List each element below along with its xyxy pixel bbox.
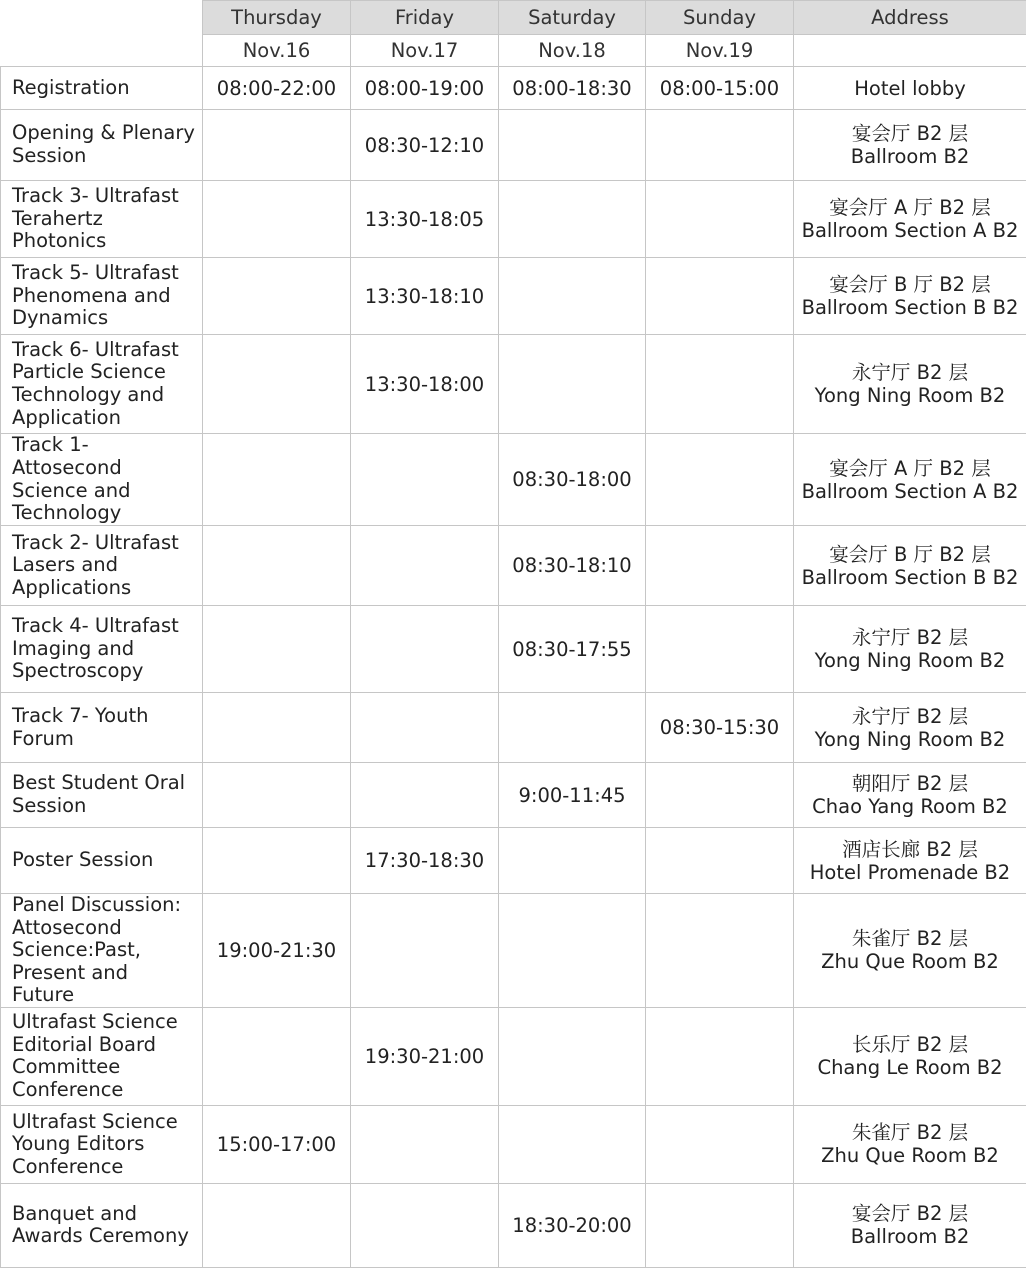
session-time-friday: 08:30-12:10 — [351, 110, 499, 181]
session-address — [794, 181, 1026, 258]
schedule-row-bestoral — [1, 763, 1026, 828]
address-english: Ballroom B2 — [794, 145, 1026, 168]
session-time-saturday — [499, 110, 646, 181]
session-address — [794, 335, 1026, 434]
address-chinese: 宴会厅 B 厅 B2 层 — [794, 543, 1026, 566]
schedule-row-track7 — [1, 693, 1026, 763]
session-time-saturday — [499, 181, 646, 258]
address-chinese: 永宁厅 B2 层 — [794, 361, 1026, 384]
session-address — [794, 110, 1026, 181]
address-chinese: 宴会厅 B2 层 — [794, 1202, 1026, 1225]
address-english: Hotel Promenade B2 — [794, 861, 1026, 884]
address-chinese: 宴会厅 A 厅 B2 层 — [794, 457, 1026, 480]
session-name: Track 6- Ultrafast Particle Science Technology and Application — [1, 335, 203, 434]
session-time-saturday: 08:30-18:10 — [499, 526, 646, 606]
header-address: Address — [794, 1, 1026, 35]
session-time-friday: 17:30-18:30 — [351, 828, 499, 894]
address-chinese: 宴会厅 A 厅 B2 层 — [794, 196, 1026, 219]
schedule-row-track1 — [1, 434, 1026, 526]
schedule-row-banquet — [1, 1183, 1026, 1267]
session-time-thursday — [203, 434, 351, 526]
session-time-sunday — [646, 258, 794, 335]
session-time-sunday — [646, 606, 794, 693]
address-chinese: 朱雀厅 B2 层 — [794, 1121, 1026, 1144]
session-time-saturday: 08:30-18:00 — [499, 434, 646, 526]
session-time-friday: 13:30-18:05 — [351, 181, 499, 258]
session-time-thursday — [203, 526, 351, 606]
schedule-row-track5 — [1, 258, 1026, 335]
session-address — [794, 258, 1026, 335]
address-chinese: 永宁厅 B2 层 — [794, 705, 1026, 728]
session-name: Banquet and Awards Ceremony — [1, 1183, 203, 1267]
session-time-friday: 08:00-19:00 — [351, 67, 499, 110]
session-time-sunday — [646, 1105, 794, 1183]
schedule-row-panel — [1, 894, 1026, 1008]
session-time-sunday — [646, 894, 794, 1008]
session-name: Registration — [1, 67, 203, 110]
address-english: Zhu Que Room B2 — [794, 1144, 1026, 1167]
session-time-friday — [351, 693, 499, 763]
session-time-sunday — [646, 763, 794, 828]
session-time-sunday — [646, 434, 794, 526]
session-address — [794, 67, 1026, 110]
session-address — [794, 828, 1026, 894]
session-name: Best Student Oral Session — [1, 763, 203, 828]
session-time-friday: 19:30-21:00 — [351, 1007, 499, 1105]
address-chinese: 长乐厅 B2 层 — [794, 1033, 1026, 1056]
address-english: Ballroom B2 — [794, 1225, 1026, 1248]
session-address — [794, 763, 1026, 828]
address-chinese: 宴会厅 B 厅 B2 层 — [794, 273, 1026, 296]
address-chinese: 宴会厅 B2 层 — [794, 122, 1026, 145]
session-name: Track 3- Ultrafast Terahertz Photonics — [1, 181, 203, 258]
address-english: Ballroom Section A B2 — [794, 480, 1026, 503]
session-time-saturday: 08:30-17:55 — [499, 606, 646, 693]
session-time-thursday — [203, 1007, 351, 1105]
address-english: Chang Le Room B2 — [794, 1056, 1026, 1079]
session-time-sunday: 08:00-15:00 — [646, 67, 794, 110]
session-time-saturday — [499, 1007, 646, 1105]
session-time-thursday — [203, 110, 351, 181]
header-day-friday: Friday — [351, 1, 499, 35]
address-english: Yong Ning Room B2 — [794, 728, 1026, 751]
session-time-thursday — [203, 763, 351, 828]
session-time-saturday — [499, 693, 646, 763]
schedule-row-poster — [1, 828, 1026, 894]
address-chinese: 朱雀厅 B2 层 — [794, 927, 1026, 950]
header-day-saturday: Saturday — [499, 1, 646, 35]
session-time-friday: 13:30-18:00 — [351, 335, 499, 434]
session-time-thursday — [203, 181, 351, 258]
session-time-sunday — [646, 181, 794, 258]
address-english: Chao Yang Room B2 — [794, 795, 1026, 818]
session-name: Track 1- Attosecond Science and Technology — [1, 434, 203, 526]
session-time-sunday — [646, 1183, 794, 1267]
header-day-sunday: Sunday — [646, 1, 794, 35]
session-name: Track 2- Ultrafast Lasers and Applications — [1, 526, 203, 606]
session-name: Ultrafast Science Young Editors Conference — [1, 1105, 203, 1183]
session-time-saturday — [499, 335, 646, 434]
session-time-saturday — [499, 828, 646, 894]
session-time-saturday — [499, 894, 646, 1008]
session-time-thursday — [203, 828, 351, 894]
session-address — [794, 1183, 1026, 1267]
address-chinese: 酒店长廊 B2 层 — [794, 838, 1026, 861]
session-address — [794, 693, 1026, 763]
session-time-saturday: 08:00-18:30 — [499, 67, 646, 110]
header-date-address-blank — [794, 35, 1026, 67]
header-date-friday: Nov.17 — [351, 35, 499, 67]
address-english: Hotel lobby — [794, 77, 1026, 100]
schedule-row-opening — [1, 110, 1026, 181]
session-address — [794, 526, 1026, 606]
session-time-sunday: 08:30-15:30 — [646, 693, 794, 763]
session-name: Track 7- Youth Forum — [1, 693, 203, 763]
schedule-row-registration — [1, 67, 1026, 110]
session-time-sunday — [646, 335, 794, 434]
session-time-thursday: 19:00-21:30 — [203, 894, 351, 1008]
address-english: Ballroom Section A B2 — [794, 219, 1026, 242]
session-address — [794, 1007, 1026, 1105]
session-time-friday — [351, 526, 499, 606]
session-time-thursday — [203, 335, 351, 434]
session-address — [794, 606, 1026, 693]
address-english: Ballroom Section B B2 — [794, 566, 1026, 589]
session-time-friday — [351, 763, 499, 828]
session-name: Track 5- Ultrafast Phenomena and Dynamics — [1, 258, 203, 335]
session-time-sunday — [646, 526, 794, 606]
address-chinese: 朝阳厅 B2 层 — [794, 772, 1026, 795]
schedule-row-track6 — [1, 335, 1026, 434]
session-name: Panel Discussion: Attosecond Science:Past, Present and Future — [1, 894, 203, 1008]
session-name: Ultrafast Science Editorial Board Committee Conference — [1, 1007, 203, 1105]
session-time-saturday — [499, 258, 646, 335]
session-time-friday — [351, 1105, 499, 1183]
header-date-sunday: Nov.19 — [646, 35, 794, 67]
schedule-row-editorial — [1, 1007, 1026, 1105]
session-time-saturday: 9:00-11:45 — [499, 763, 646, 828]
session-time-thursday — [203, 258, 351, 335]
header-date-thursday: Nov.16 — [203, 35, 351, 67]
session-time-friday — [351, 894, 499, 1008]
header-day-thursday: Thursday — [203, 1, 351, 35]
session-time-friday — [351, 606, 499, 693]
schedule-row-track3 — [1, 181, 1026, 258]
schedule-row-youngeditors — [1, 1105, 1026, 1183]
address-english: Zhu Que Room B2 — [794, 950, 1026, 973]
session-name: Track 4- Ultrafast Imaging and Spectroscopy — [1, 606, 203, 693]
session-address — [794, 1105, 1026, 1183]
session-time-sunday — [646, 828, 794, 894]
session-address — [794, 894, 1026, 1008]
session-time-saturday: 18:30-20:00 — [499, 1183, 646, 1267]
session-time-friday: 13:30-18:10 — [351, 258, 499, 335]
session-time-thursday: 08:00-22:00 — [203, 67, 351, 110]
schedule-row-track2 — [1, 526, 1026, 606]
schedule-row-track4 — [1, 606, 1026, 693]
header-corner — [1, 1, 203, 67]
session-time-thursday — [203, 606, 351, 693]
session-time-thursday — [203, 1183, 351, 1267]
session-name: Opening & Plenary Session — [1, 110, 203, 181]
session-time-saturday — [499, 1105, 646, 1183]
address-chinese: 永宁厅 B2 层 — [794, 626, 1026, 649]
schedule-body — [1, 67, 1026, 1268]
header-date-saturday: Nov.18 — [499, 35, 646, 67]
session-time-sunday — [646, 1007, 794, 1105]
session-time-sunday — [646, 110, 794, 181]
address-english: Yong Ning Room B2 — [794, 649, 1026, 672]
address-english: Yong Ning Room B2 — [794, 384, 1026, 407]
session-time-friday — [351, 434, 499, 526]
address-english: Ballroom Section B B2 — [794, 296, 1026, 319]
session-address — [794, 434, 1026, 526]
session-name: Poster Session — [1, 828, 203, 894]
session-time-friday — [351, 1183, 499, 1267]
session-time-thursday — [203, 693, 351, 763]
session-time-thursday: 15:00-17:00 — [203, 1105, 351, 1183]
header-day-row — [1, 1, 1026, 35]
